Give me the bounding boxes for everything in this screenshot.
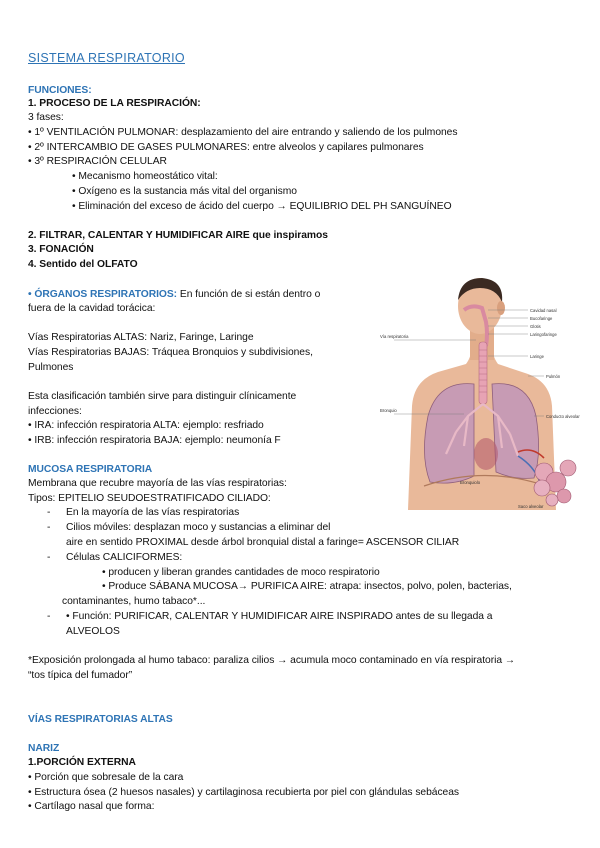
mucosa-dash-4a: • Función: PURIFICAR, CALENTAR Y HUMIDIFICAR AIRE INSPIRADO antes de su llegada a xyxy=(66,611,493,622)
fase-3-sub-2: • Oxígeno es la sustancia más vital del organismo xyxy=(72,186,297,197)
mucosa-dash-3-sub-1: • producen y liberan grandes cantidades de moco respiratorio xyxy=(102,567,380,578)
label-glotis: Glotis xyxy=(530,324,541,329)
clasificacion-2: infecciones: xyxy=(28,406,82,417)
nariz-bullet-1: • Porción que sobresale de la cara xyxy=(28,772,184,783)
fase-2: • 2º INTERCAMBIO DE GASES PULMONARES: entre alveolos y capilares pulmonares xyxy=(28,142,424,153)
tabaco-note-1: *Exposición prolongada al humo tabaco: paraliza cilios → acumula moco contaminado en vía respiratoria → xyxy=(28,655,516,666)
organos-line-2: fuera de la cavidad torácica: xyxy=(28,303,156,314)
dash-marker: - xyxy=(47,522,51,533)
label-cavidad-nasal: Cavidad nasal xyxy=(530,308,557,313)
label-vias-respiratorias: Vía respiratoria xyxy=(380,334,409,339)
nariz-bullet-2: • Estructura ósea (2 huesos nasales) y cartilaginosa recubierta por piel con glándulas sebáceas xyxy=(28,787,459,798)
organos-heading: • ÓRGANOS RESPIRATORIOS: xyxy=(28,289,178,300)
page-title: SISTEMA RESPIRATORIO xyxy=(28,51,185,65)
fase-1: • 1º VENTILACIÓN PULMONAR: desplazamiento del aire entrando y saliendo de los pulmones xyxy=(28,127,458,138)
nariz-heading: NARIZ xyxy=(28,743,60,754)
label-bucofaringe: Bucofaringe xyxy=(530,316,553,321)
porcion-externa-heading: 1.PORCIÓN EXTERNA xyxy=(28,757,136,768)
funcion-3: 3. FONACIÓN xyxy=(28,244,94,255)
fase-3-sub-3: • Eliminación del exceso de ácido del cuerpo → EQUILIBRIO DEL PH SANGUÍNEO xyxy=(72,201,452,212)
organos-heading-line xyxy=(28,288,320,301)
irb-line: • IRB: infección respiratoria BAJA: ejemplo: neumonía F xyxy=(28,435,281,446)
dash-marker: - xyxy=(47,552,51,563)
mucosa-line-1: Membrana que recubre mayoría de las vías respiratorias: xyxy=(28,478,287,489)
mucosa-dash-3-sub-2: • Produce SÁBANA MUCOSA→ PURIFICA AIRE: atrapa: insectos, polvo, polen, bacterias, xyxy=(102,581,512,592)
dash-marker: - xyxy=(47,507,51,518)
label-laringe: Laringe xyxy=(530,354,544,359)
vias-bajas-2: Pulmones xyxy=(28,362,74,373)
respiratory-system-illustration xyxy=(368,276,586,510)
label-conducto-alveolar: Conducto alveolar xyxy=(546,414,580,419)
label-laringofaringe: Laringofaringe xyxy=(530,332,557,337)
mucosa-heading: MUCOSA RESPIRATORIA xyxy=(28,464,153,475)
ira-line: • IRA: infección respiratoria ALTA: ejemplo: resfriado xyxy=(28,420,264,431)
fase-3-sub-1: • Mecanismo homeostático vital: xyxy=(72,171,218,182)
funcion-2: 2. FILTRAR, CALENTAR Y HUMIDIFICAR AIRE que inspiramos xyxy=(28,230,328,241)
clasificacion-1: Esta clasificación también sirve para distinguir clínicamente xyxy=(28,391,297,402)
mucosa-dash-2b: aire en sentido PROXIMAL desde árbol bronquial distal a faringe= ASCENSOR CILIAR xyxy=(66,537,460,548)
funciones-heading: FUNCIONES: xyxy=(28,85,92,96)
tabaco-note-2: “tos típica del fumador” xyxy=(28,670,133,681)
fases-label: 3 fases: xyxy=(28,112,64,123)
dash-marker: - xyxy=(47,611,51,622)
mucosa-dash-4b: ALVEOLOS xyxy=(66,626,120,637)
label-saco-alveolar: Saco alveolar xyxy=(518,504,544,509)
mucosa-dash-3: Células CALICIFORMES: xyxy=(66,552,183,563)
vias-altas: Vías Respiratorias ALTAS: Nariz, Faringe, Laringe xyxy=(28,332,254,343)
funcion-1: 1. PROCESO DE LA RESPIRACIÓN: xyxy=(28,98,201,109)
trachea-shape xyxy=(479,342,487,404)
organos-heading-rest: En función de si están dentro o xyxy=(177,289,321,300)
ear-shape xyxy=(497,301,505,315)
label-pulmon: Pulmón xyxy=(546,374,561,379)
fase-3: • 3º RESPIRACIÓN CELULAR xyxy=(28,156,167,167)
funcion-4: 4. Sentido del OLFATO xyxy=(28,259,138,270)
label-bronquios: Bronquio xyxy=(380,408,397,413)
vias-bajas-1: Vías Respiratorias BAJAS: Tráquea Bronquios y subdivisiones, xyxy=(28,347,313,358)
label-bronquiolo: Bronquiolo xyxy=(460,480,481,485)
mucosa-line-2: Tipos: EPITELIO SEUDOESTRATIFICADO CILIADO: xyxy=(28,493,271,504)
heart-shape xyxy=(474,438,498,470)
vias-altas-heading: VÍAS RESPIRATORIAS ALTAS xyxy=(28,714,173,725)
nariz-bullet-3: • Cartílago nasal que forma: xyxy=(28,801,155,812)
mucosa-dash-2a: Cilios móviles: desplazan moco y sustancias a eliminar del xyxy=(66,522,331,533)
mucosa-dash-1: En la mayoría de las vías respiratorias xyxy=(66,507,240,518)
mucosa-dash-3-sub-3: contaminantes, humo tabaco*... xyxy=(62,596,206,607)
anatomy-svg xyxy=(368,276,586,510)
